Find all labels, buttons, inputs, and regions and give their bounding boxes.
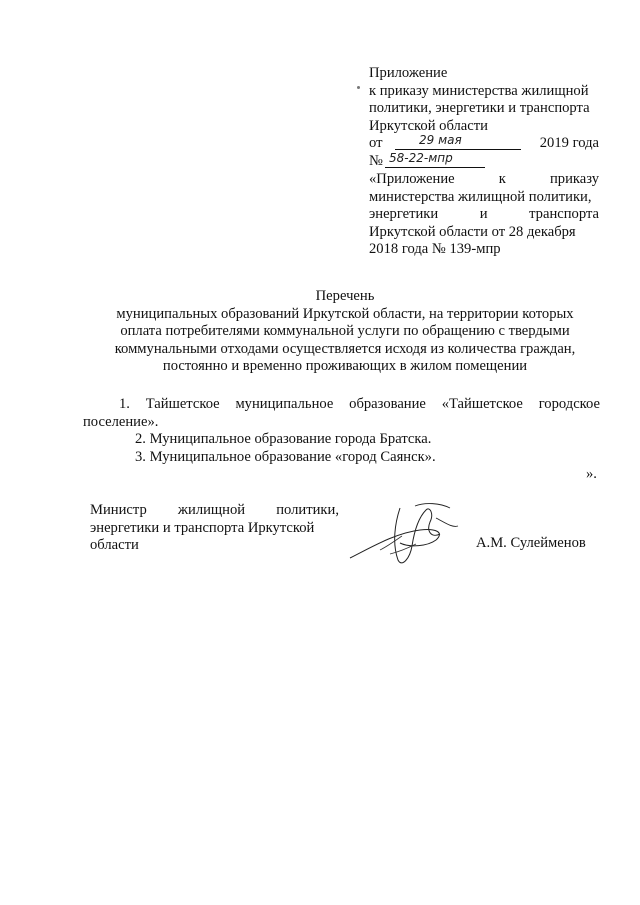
title-line-3: коммунальными отходами осуществляется исходя из количества граждан, bbox=[114, 340, 576, 357]
title-line-4: постоянно и временно проживающих в жилом помещении bbox=[162, 358, 528, 374]
handwritten-signature bbox=[340, 488, 470, 578]
approval-header bbox=[369, 65, 599, 259]
handwritten-number: 58-22-мпр bbox=[389, 151, 453, 165]
title-heading: Перечень bbox=[315, 288, 375, 304]
signatory-name: А.М. Сулейменов bbox=[476, 535, 586, 551]
date-prefix: от bbox=[369, 135, 383, 151]
amend-line-5: 2018 года № 139-мпр bbox=[369, 241, 501, 257]
header-line-2: к приказу министерства жилищной bbox=[369, 82, 589, 99]
role-word: политики, bbox=[276, 502, 339, 518]
title-line-1: муниципальных образований Иркутской области, на территории которых bbox=[116, 305, 574, 322]
closing-quote: ». bbox=[586, 466, 597, 482]
amend-word: и bbox=[479, 206, 488, 222]
number-prefix: № bbox=[369, 153, 383, 169]
amend-word: к bbox=[498, 171, 506, 187]
role-word: жилищной bbox=[177, 502, 246, 518]
list-item: 2. Муниципальное образование города Братска. bbox=[135, 431, 432, 447]
stray-mark bbox=[357, 86, 360, 89]
amend-word: приказу bbox=[549, 171, 599, 187]
amend-word: транспорта bbox=[529, 206, 599, 222]
header-line-4: Иркутской области bbox=[369, 117, 488, 134]
signatory-role bbox=[90, 502, 339, 555]
role-word: Министр bbox=[90, 502, 147, 518]
date-suffix: 2019 года bbox=[539, 135, 599, 151]
role-line-3: области bbox=[90, 537, 139, 553]
municipality-list bbox=[83, 396, 600, 466]
amend-word: «Приложение bbox=[369, 171, 455, 187]
header-line-1: Приложение bbox=[369, 65, 448, 81]
signature-stroke bbox=[395, 508, 440, 563]
title-line-2: оплата потребителями коммунальной услуги по обращению с твердыми bbox=[120, 323, 570, 339]
amend-line-4: Иркутской области от 28 декабря bbox=[369, 223, 576, 240]
list-item: 1. Тайшетское муниципальное образование «Тайшетское городское поселение». bbox=[83, 396, 600, 430]
amend-word: энергетики bbox=[369, 206, 439, 222]
list-item: 3. Муниципальное образование «город Саянск». bbox=[135, 448, 436, 465]
role-line-1 bbox=[90, 502, 339, 520]
role-line-2: энергетики и транспорта Иркутской bbox=[90, 519, 315, 536]
document-title bbox=[90, 288, 600, 376]
amend-line-2: министерства жилищной политики, bbox=[369, 188, 592, 205]
handwritten-date: 29 мая bbox=[419, 133, 462, 147]
amend-line-3 bbox=[369, 206, 599, 224]
amend-line-1 bbox=[369, 171, 599, 189]
order-number-line bbox=[369, 153, 599, 171]
header-line-3: политики, энергетики и транспорта bbox=[369, 100, 590, 116]
